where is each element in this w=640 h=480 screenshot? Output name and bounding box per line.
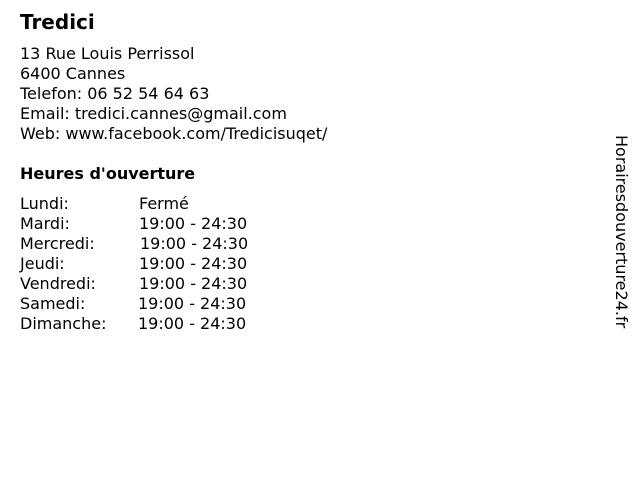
street-address: 13 Rue Louis Perrissol (20, 44, 195, 63)
day-label: Mercredi: (20, 234, 95, 253)
day-hours: 19:00 - 24:30 (139, 274, 248, 293)
day-hours: Fermé (139, 194, 189, 213)
opening-hours-heading: Heures d'ouverture (20, 164, 196, 183)
city: 6400 Cannes (20, 64, 126, 83)
website: Web: www.facebook.com/Tredicisuqet/ (20, 124, 328, 143)
phone: Telefon: 06 52 54 64 63 (20, 84, 210, 103)
day-label: Lundi: (20, 194, 69, 213)
day-hours: 19:00 - 24:30 (139, 214, 248, 233)
day-hours: 19:00 - 24:30 (138, 314, 247, 333)
email: Email: tredici.cannes@gmail.com (20, 104, 287, 123)
day-label: Dimanche: (20, 314, 107, 333)
day-label: Mardi: (20, 214, 70, 233)
day-hours: 19:00 - 24:30 (140, 234, 249, 253)
side-brand-watermark: Horairesdouverture24.fr (612, 135, 631, 329)
day-hours: 19:00 - 24:30 (139, 254, 248, 273)
business-name: Tredici (20, 10, 95, 34)
address-block (20, 44, 327, 144)
day-label: Vendredi: (20, 274, 96, 293)
day-label: Samedi: (20, 294, 86, 313)
day-label: Jeudi: (20, 254, 65, 273)
day-hours: 19:00 - 24:30 (138, 294, 247, 313)
